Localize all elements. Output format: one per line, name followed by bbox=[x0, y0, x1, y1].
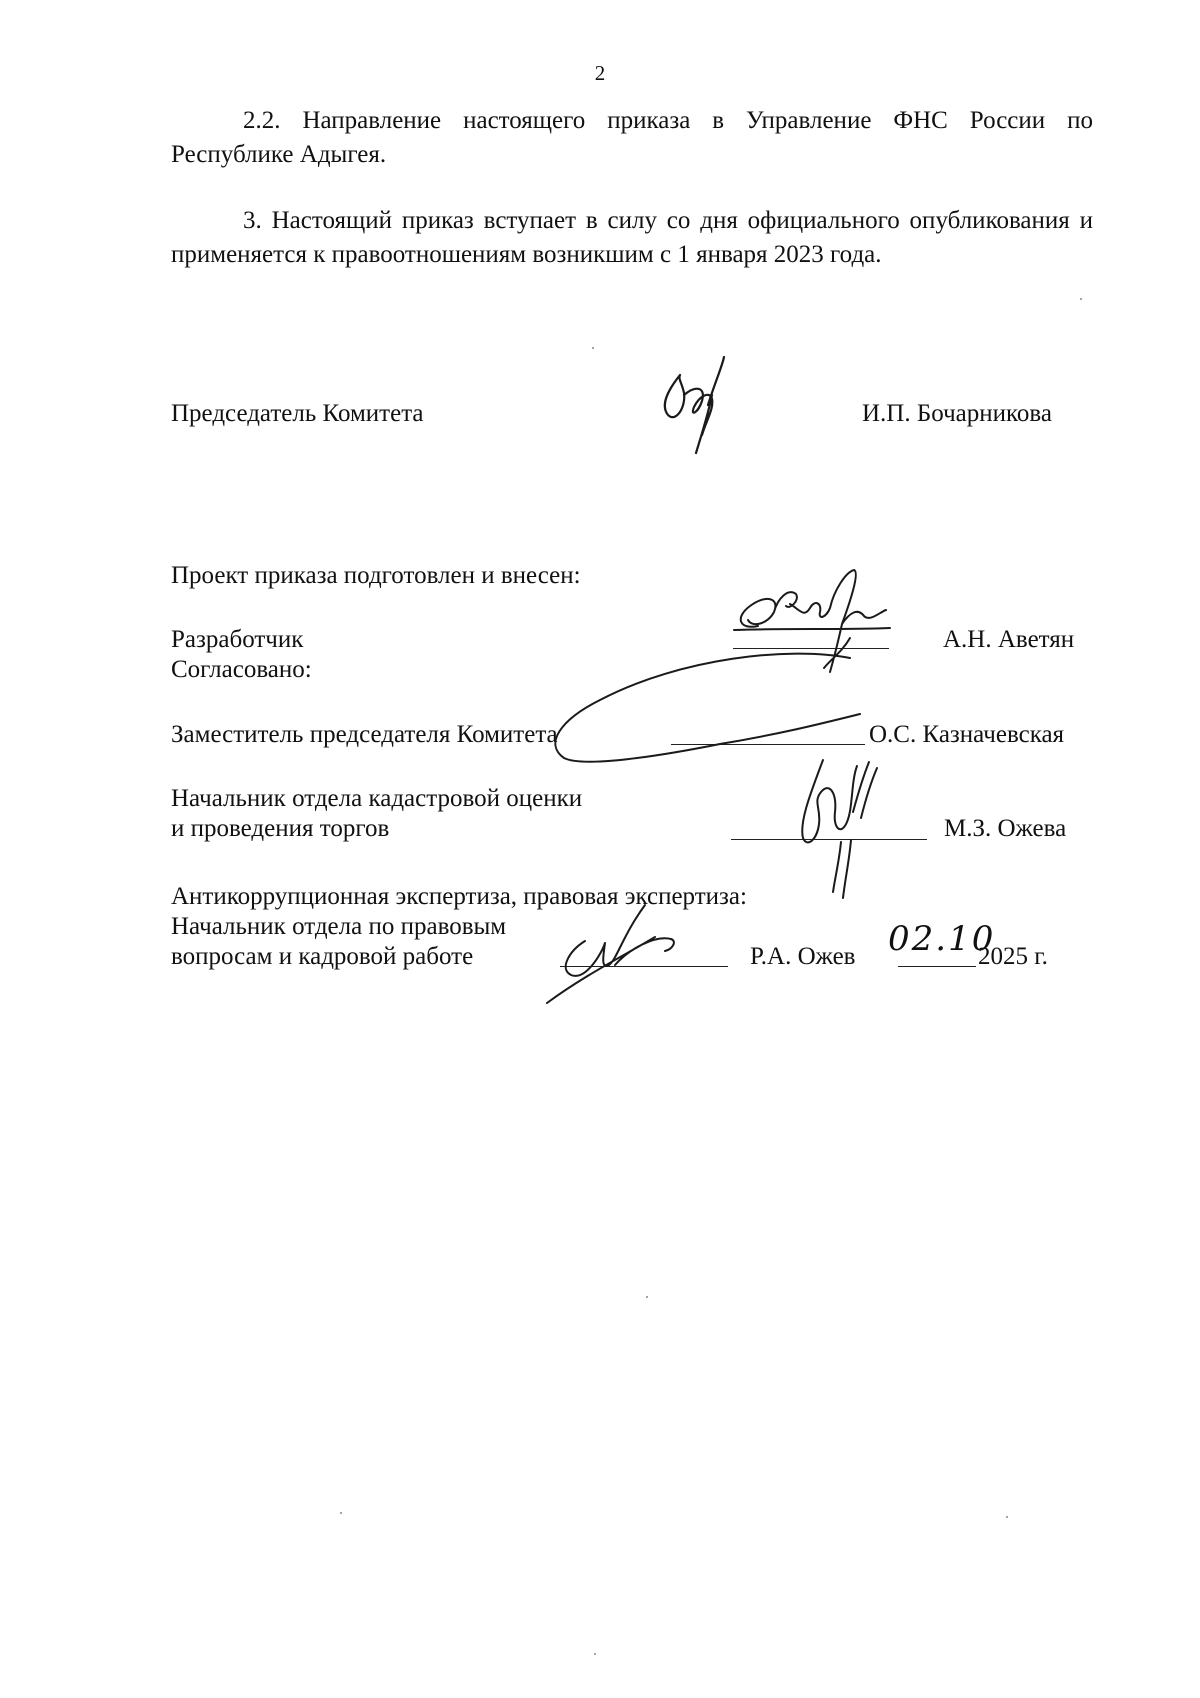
chairman-name: И.П. Бочарникова bbox=[862, 400, 1052, 427]
legal-head-role-line2: вопросам и кадровой работе bbox=[171, 943, 474, 970]
developer-role: Разработчик bbox=[171, 626, 304, 653]
cadastral-signature bbox=[785, 752, 905, 902]
project-heading: Проект приказа подготовлен и внесен: bbox=[171, 562, 581, 589]
handwritten-date: 02.10 bbox=[888, 919, 996, 959]
paragraph-2-2 bbox=[171, 104, 1093, 172]
scan-speck bbox=[1006, 1516, 1008, 1518]
cadastral-head-name: М.З. Ожева bbox=[944, 815, 1067, 842]
date-line bbox=[898, 966, 976, 967]
legal-head-role-line1: Начальник отдела по правовым bbox=[171, 913, 507, 940]
deputy-chairman-name: О.С. Казначевская bbox=[869, 721, 1065, 748]
chairman-title: Председатель Комитета bbox=[171, 400, 424, 427]
scan-speck bbox=[594, 1653, 596, 1655]
paragraph-3-text: 3. Настоящий приказ вступает в силу со дня официального опубликования и применяется к правоотношениям возникшим с 1 января 2023 года. bbox=[171, 207, 1093, 268]
legal-signature bbox=[545, 895, 725, 1005]
chairman-signature bbox=[650, 355, 740, 455]
scan-speck bbox=[592, 347, 594, 349]
cadastral-head-role-line2: и проведения торгов bbox=[171, 815, 390, 842]
deputy-chairman-role: Заместитель председателя Комитета bbox=[171, 721, 558, 748]
agreed-label: Согласовано: bbox=[171, 656, 312, 683]
scan-speck bbox=[1080, 298, 1082, 300]
page-number: 2 bbox=[594, 61, 606, 85]
paragraph-3 bbox=[171, 204, 1093, 272]
scan-speck bbox=[340, 1512, 342, 1514]
legal-head-name: Р.А. Ожев bbox=[750, 943, 856, 970]
cadastral-head-role-line1: Начальник отдела кадастровой оценки bbox=[171, 785, 583, 812]
expertise-heading: Антикоррупционная экспертиза, правовая экспертиза: bbox=[171, 883, 747, 910]
developer-name: А.Н. Аветян bbox=[943, 626, 1075, 653]
paragraph-2-2-text: 2.2. Направление настоящего приказа в Управление ФНС России по Республике Адыгея. bbox=[171, 107, 1093, 168]
date-year: 2025 г. bbox=[978, 943, 1048, 970]
scan-speck bbox=[646, 1296, 648, 1298]
